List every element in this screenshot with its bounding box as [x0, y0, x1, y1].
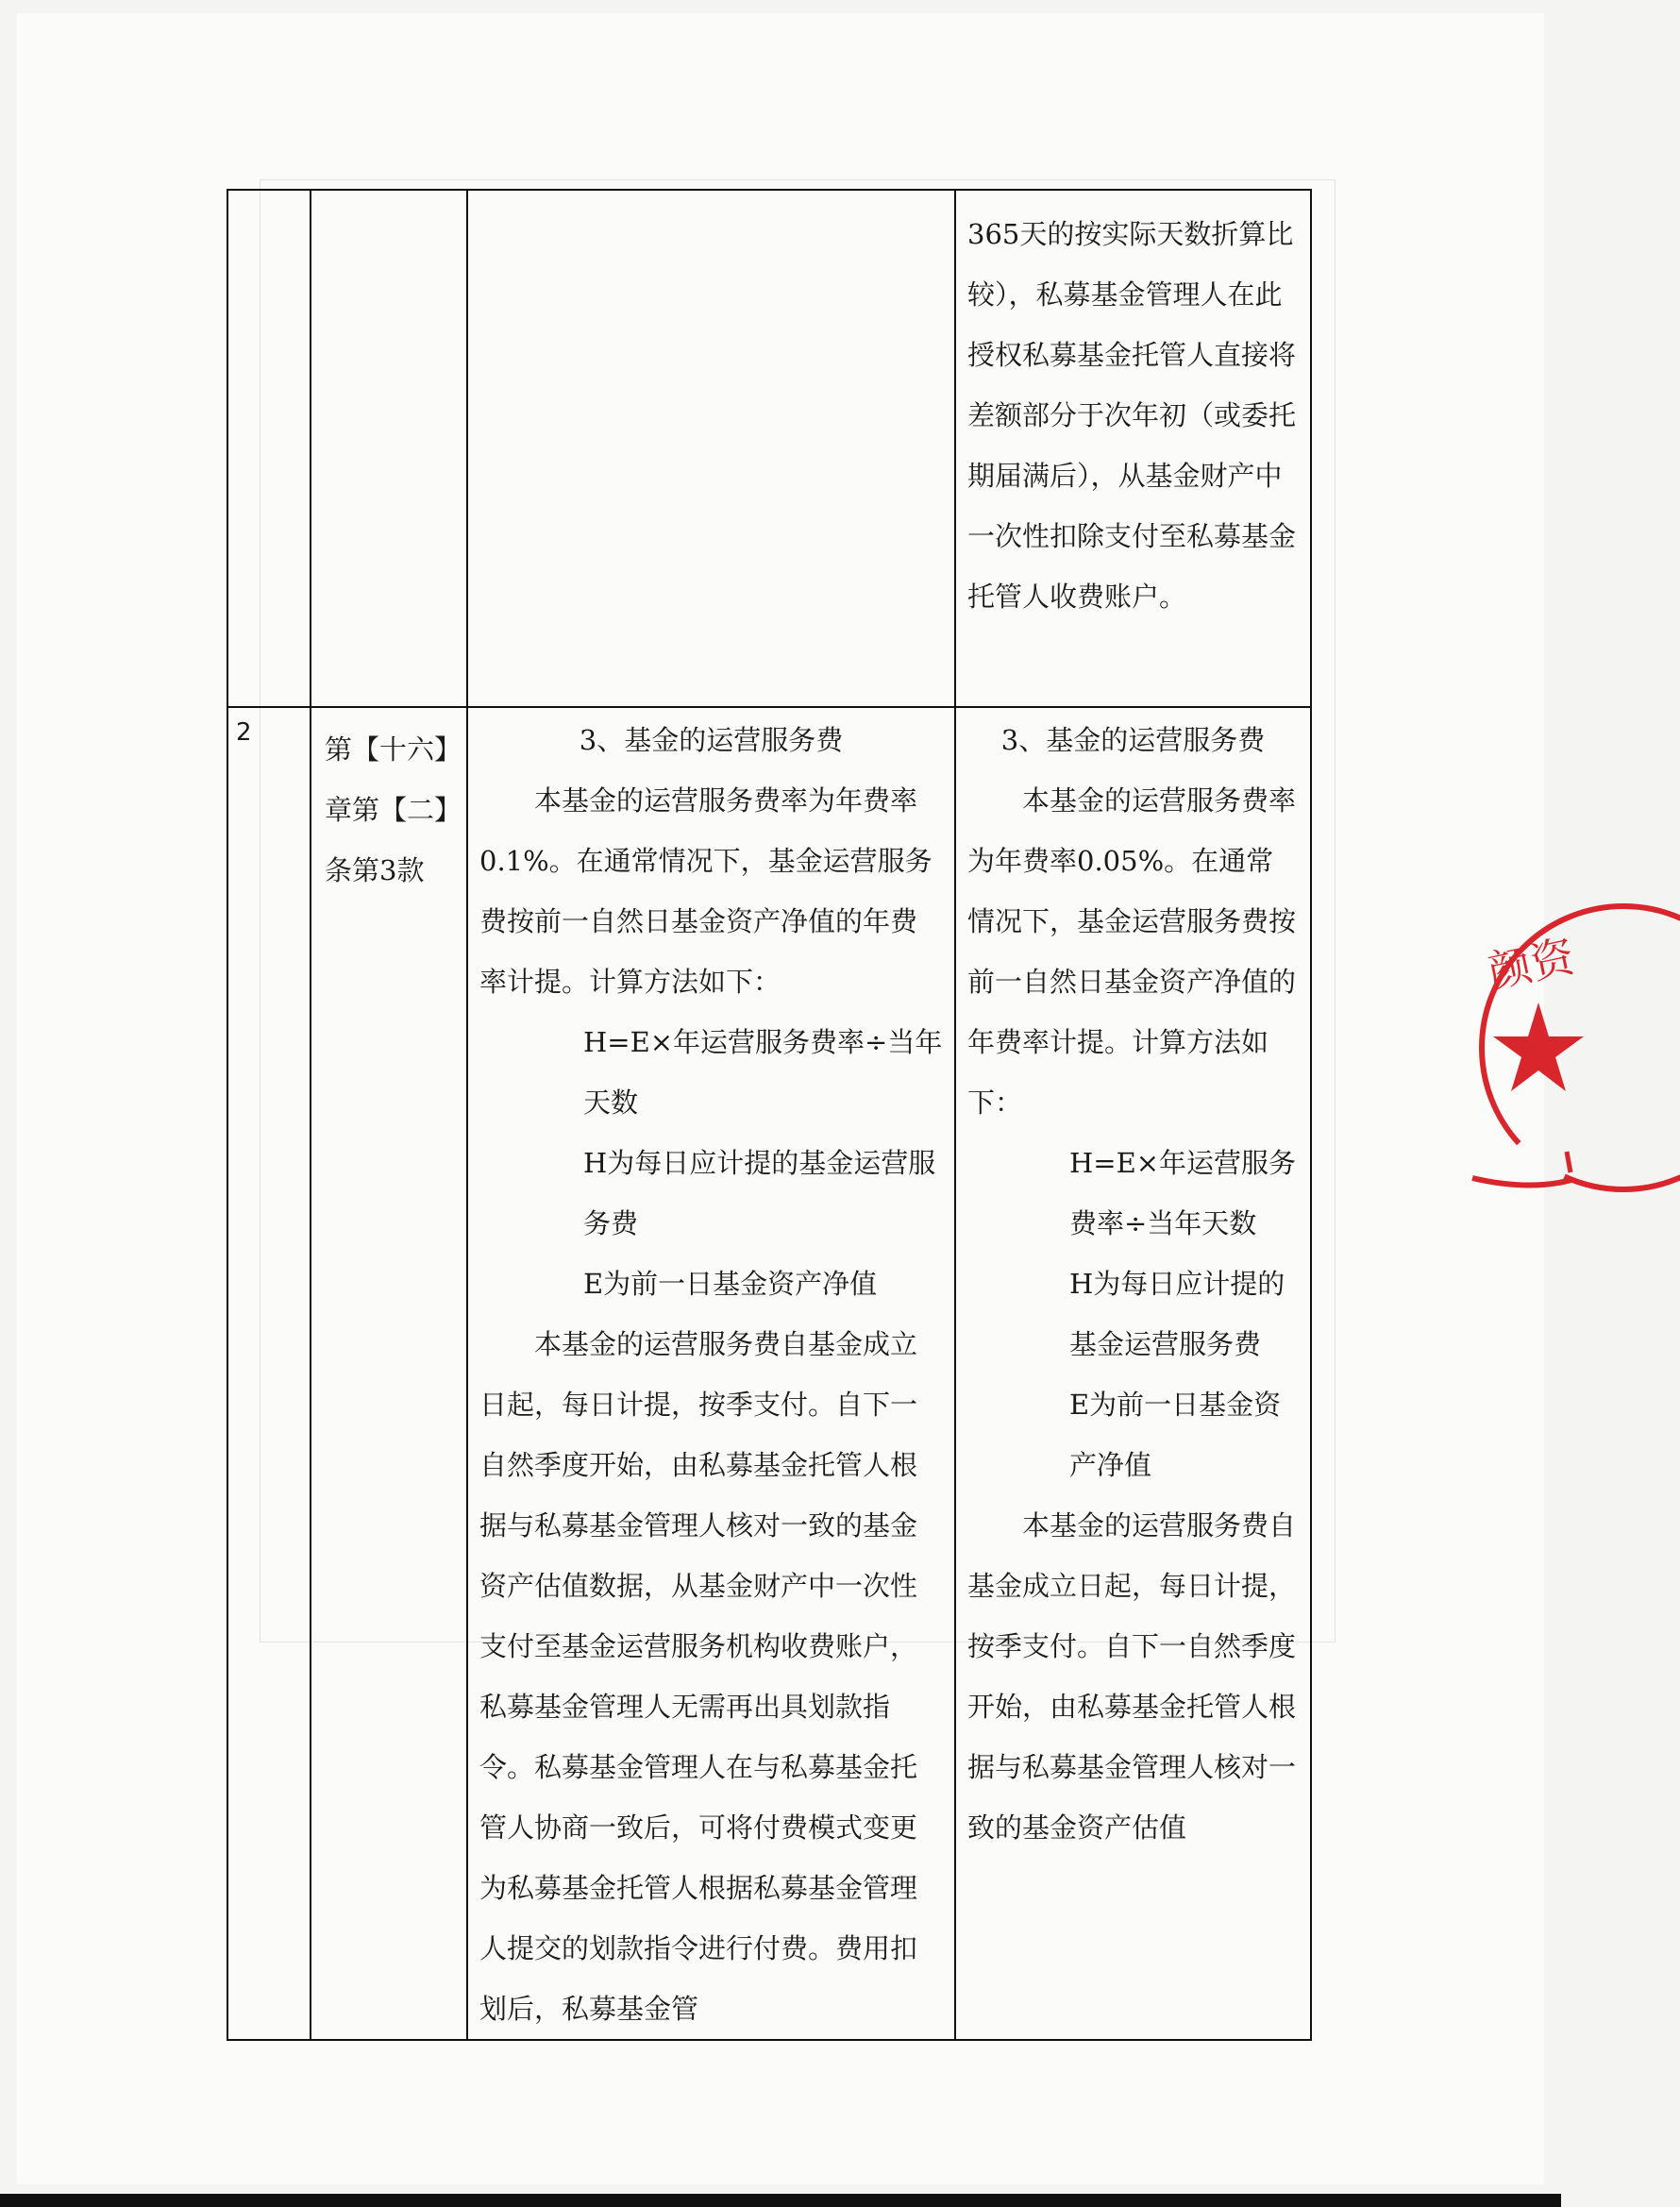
company-seal-stamp [1472, 897, 1680, 1208]
original-formula: H=E×年运营服务费率÷当年天数 [583, 1026, 943, 1119]
row2-revised-cell [955, 707, 1311, 2040]
scan-bottom-edge [0, 2194, 1561, 2207]
seal-text: 颜资 [1483, 930, 1579, 999]
row1-number-cell [227, 190, 311, 707]
seal-mark [1567, 1152, 1571, 1172]
original-payment-paragraph: 本基金的运营服务费自基金成立日起，每日计提，按季支付。自下一自然季度开始，由私募基金托管人根据与私募基金管理人核对一致的基金资产估值数据，从基金财产中一次性支付至基金运营服务机构收费账户，私募基金管理人无需再出具划款指令。私募基金管理人在与私募基金托管人协商一致后，可将付费模式变更为私募基金托管人根据私募基金管理人提交的划款指令进行付费。费用扣划后，私募基金管 [479, 1328, 918, 2025]
original-rate-paragraph: 本基金的运营服务费率为年费率0.1%。在通常情况下，基金运营服务费按前一自然日基金资产净值的年费率计提。计算方法如下： [479, 784, 932, 998]
row1-revised-cell [955, 190, 1311, 707]
seal-star-icon [1493, 1002, 1584, 1091]
seal-arc [1472, 1178, 1571, 1186]
original-def-e: E为前一日基金资产净值 [583, 1268, 878, 1300]
row2-number-cell [227, 707, 311, 2040]
table-row [227, 707, 1311, 2040]
row-number: 2 [236, 718, 252, 747]
original-def-h: H为每日应计提的基金运营服务费 [583, 1147, 936, 1239]
revised-payment-paragraph: 本基金的运营服务费自基金成立日起，每日计提，按季支付。自下一自然季度开始，由私募基金托管人根据与私募基金管理人核对一致的基金资产估值 [967, 1509, 1297, 1844]
row2-location-cell [311, 707, 467, 2040]
row2-original-cell [467, 707, 955, 2040]
original-heading: 3、基金的运营服务费 [579, 724, 844, 756]
row1-location-cell [311, 190, 467, 707]
row1-original-cell [467, 190, 955, 707]
revised-def-e: E为前一日基金资产净值 [1069, 1389, 1282, 1481]
revised-heading: 3、基金的运营服务费 [1000, 724, 1266, 756]
revised-def-h: H为每日应计提的基金运营服务费 [1069, 1268, 1285, 1360]
table-row [227, 190, 1311, 707]
amendment-table [227, 189, 1312, 2041]
row1-revised-text: 365天的按实际天数折算比较），私募基金管理人在此授权私募基金托管人直接将差额部分于次年初（或委托期届满后），从基金财产中一次性扣除支付至私募基金托管人收费账户。 [967, 218, 1297, 613]
clause-location: 第【十六】章第【二】条第3款 [325, 733, 448, 886]
revised-rate-paragraph: 本基金的运营服务费率为年费率0.05%。在通常情况下，基金运营服务费按前一自然日基金资产净值的年费率计提。计算方法如下： [967, 784, 1297, 1119]
revised-formula: H=E×年运营服务费率÷当年天数 [1069, 1147, 1297, 1239]
